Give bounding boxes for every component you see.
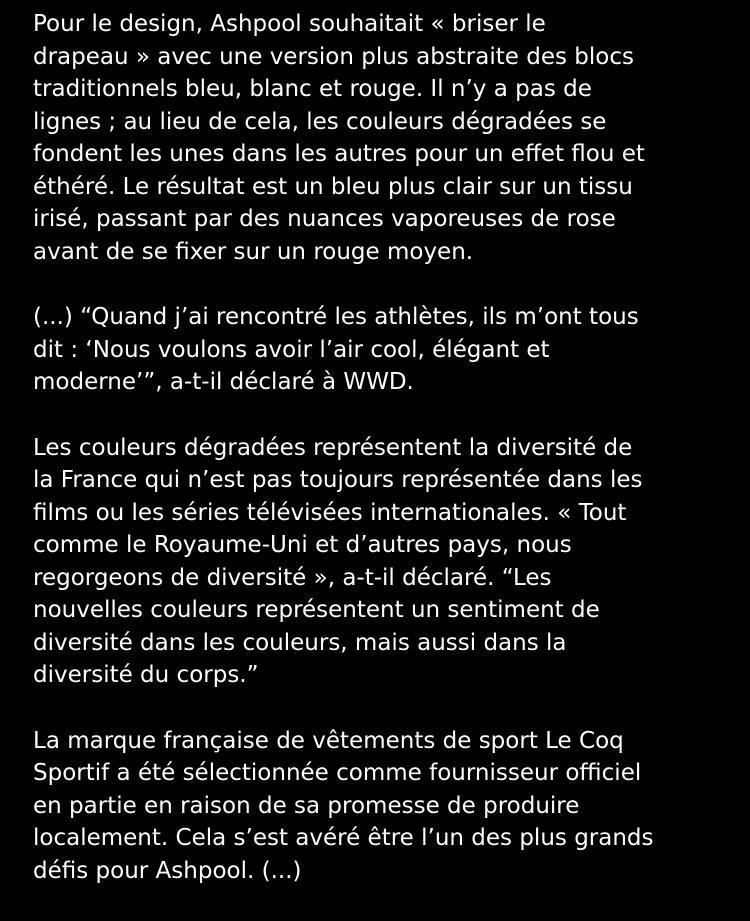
paragraph-design: Pour le design, Ashpool souhaitait « briser le drapeau » avec une version plus abstraite des blocs traditionnels bleu, blanc et rouge. Il n’y a pas de lignes ; au lieu de cela, les couleurs dégradées se fondent les unes dans les autres pour un effet flou et éthéré. Le résultat est un bleu plus clair sur un tissu irisé, passant par des nuances vaporeuses de rose avant de se fixer sur un rouge moyen. xyxy=(33,11,645,265)
paragraph-le-coq-sportif: La marque française de vêtements de sport Le Coq Sportif a été sélectionnée comme fournisseur officiel en partie en raison de sa promesse de produire localement. Cela s’est avéré être l’un des plus grands défis pour Ashpool. (...) xyxy=(33,727,654,884)
paragraph-athletes-quote: (...) “Quand j’ai rencontré les athlètes, ils m’ont tous dit : ‘Nous voulons avoir l’air cool, élégant et moderne’”, a-t-il déclaré à WWD. xyxy=(33,304,639,395)
paragraph-diversity: Les couleurs dégradées représentent la diversité de la France qui n’est pas toujours représentée dans les films ou les séries télévisées internationales. « Tout comme le Royaume-Uni et d’autres pays, nous regorgeons de diversité », a-t-il déclaré. “Les nouvelles couleurs représentent un sentiment de diversité dans les couleurs, mais aussi dans la diversité du corps.” xyxy=(33,434,643,688)
article-text xyxy=(33,8,733,920)
